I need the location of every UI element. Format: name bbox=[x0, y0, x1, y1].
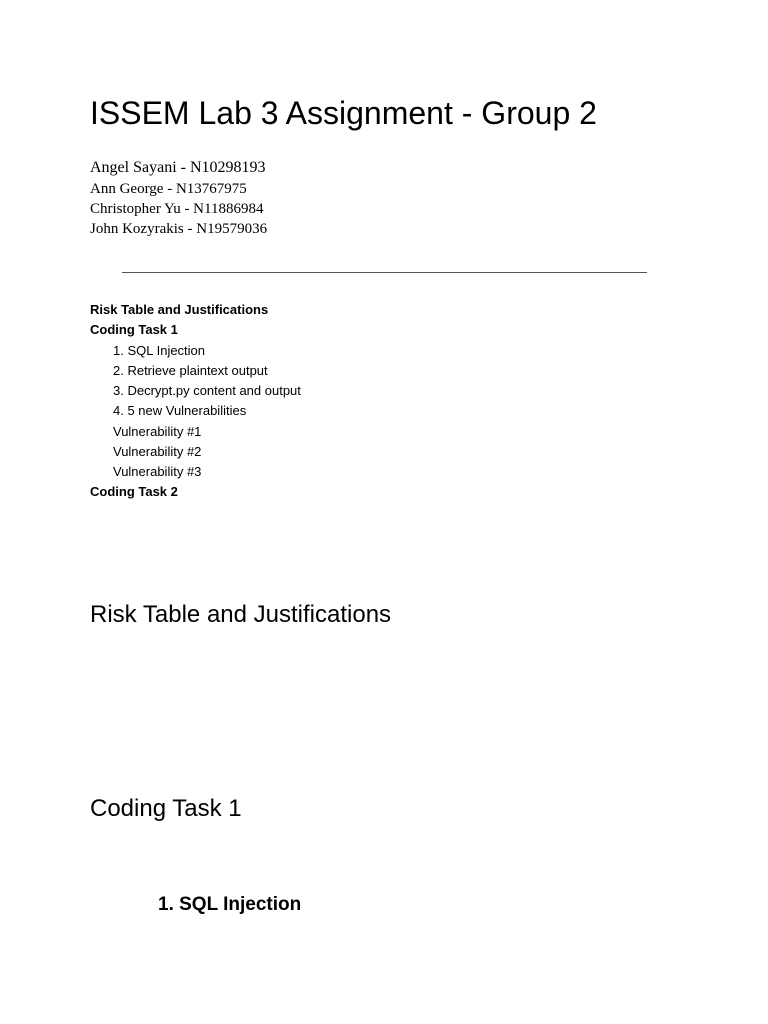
toc-link-retrieve-plaintext[interactable]: 2. Retrieve plaintext output bbox=[113, 362, 268, 378]
section-heading-coding-task-1: Coding Task 1 bbox=[90, 795, 242, 822]
toc-link-coding-task-1[interactable]: Coding Task 1 bbox=[90, 322, 178, 338]
author-line: Angel Sayani - N10298193 bbox=[90, 159, 266, 176]
author-list bbox=[90, 157, 267, 239]
author-line: John Kozyrakis - N19579036 bbox=[90, 221, 268, 237]
horizontal-divider bbox=[122, 272, 647, 273]
section-heading-risk-table: Risk Table and Justifications bbox=[90, 601, 392, 628]
toc-link-coding-task-2[interactable]: Coding Task 2 bbox=[90, 484, 178, 500]
toc-link-vulnerability-2[interactable]: Vulnerability #2 bbox=[113, 443, 202, 459]
table-of-contents bbox=[90, 300, 301, 503]
author-line: Ann George - N13767975 bbox=[90, 181, 247, 197]
subheading-sql-injection: 1. SQL Injection bbox=[158, 894, 302, 915]
toc-link-sql-injection[interactable]: 1. SQL Injection bbox=[113, 342, 206, 358]
toc-link-vulnerability-1[interactable]: Vulnerability #1 bbox=[113, 423, 202, 439]
document-title: ISSEM Lab 3 Assignment - Group 2 bbox=[90, 95, 597, 131]
toc-link-vulnerability-3[interactable]: Vulnerability #3 bbox=[113, 464, 202, 479]
author-line: Christopher Yu - N11886984 bbox=[90, 201, 264, 217]
toc-link-decrypt-py[interactable]: 3. Decrypt.py content and output bbox=[113, 383, 301, 398]
toc-link-new-vulnerabilities[interactable]: 4. 5 new Vulnerabilities bbox=[113, 403, 247, 419]
toc-link-risk-table[interactable]: Risk Table and Justifications bbox=[90, 302, 269, 317]
